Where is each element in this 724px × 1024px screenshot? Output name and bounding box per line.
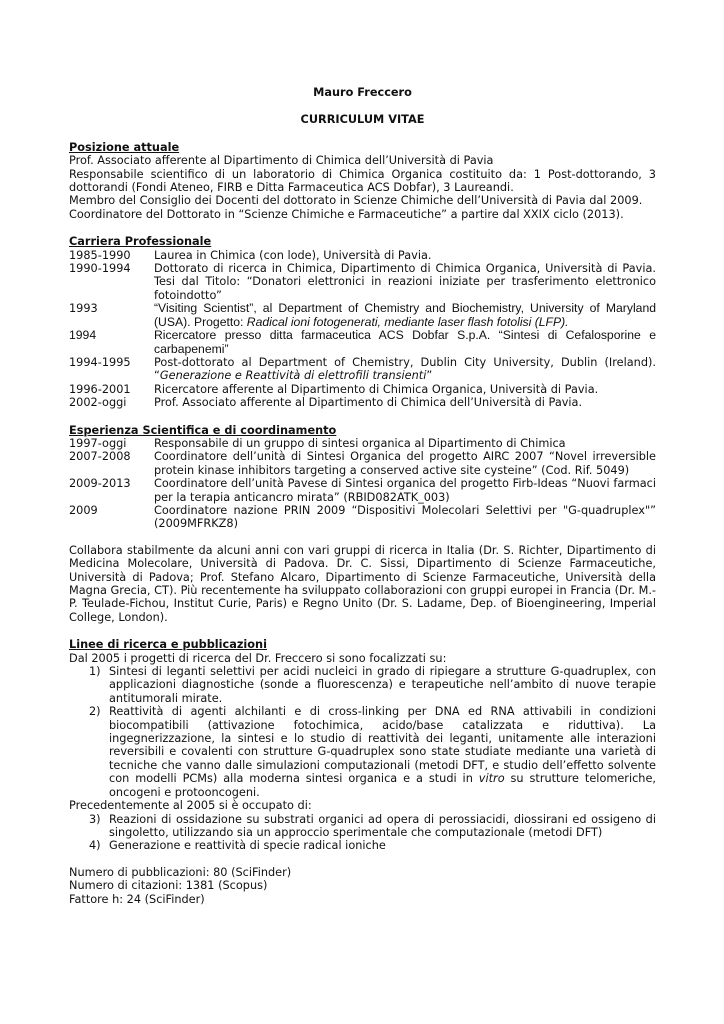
section-carriera xyxy=(69,235,656,409)
career-row xyxy=(69,329,656,356)
list-text-italic: vitro xyxy=(478,772,505,786)
section-title-posizione: Posizione attuale xyxy=(69,140,180,154)
career-text-part: ” xyxy=(426,369,433,383)
experience-year: 2009-2013 xyxy=(69,477,131,491)
list-number: 2) xyxy=(89,705,101,719)
h-index: Fattore h: 24 (SciFinder) xyxy=(69,892,205,906)
document-title: CURRICULUM VITAE xyxy=(300,113,425,127)
list-text: Generazione e reattività di specie radical ioniche xyxy=(109,839,386,853)
list-text: Reazioni di ossidazione su substrati organici ad opera di perossiacidi, diossirani ed ossigeno di singoletto, utilizzando sia un approccio sperimentale che computazionale (metodi DFT) xyxy=(109,812,656,839)
experience-text: Coordinatore nazione PRIN 2009 “Dispositivi Molecolari Selettivi per "G-quadruplex"” (2009MFRKZ8) xyxy=(154,503,656,531)
list-item xyxy=(89,813,656,840)
section-metrics xyxy=(69,866,656,906)
career-year: 1994-1995 xyxy=(69,355,131,369)
linee-intro: Dal 2005 i progetti di ricerca del Dr. Freccero si sono focalizzati su: xyxy=(69,651,447,665)
experience-row xyxy=(69,450,656,477)
list-number: 3) xyxy=(89,812,101,826)
career-year: 1994 xyxy=(69,328,97,343)
career-row xyxy=(69,249,656,262)
list-text: Sintesi di leganti selettivi per acidi nucleici in grado di ripiegare a strutture G-quadruplex, con applicazioni diagnostiche (sonde a fluorescenza) e terapeutiche nell’ambito di nuove terapie antitumorali mirate. xyxy=(109,665,656,705)
career-text: Dottorato di ricerca in Chimica, Dipartimento di Chimica Organica, Università di Pavia. Tesi dal Titolo: “Donatori elettronici in reazioni iniziate per trasferimento elettronico fotoindotto” xyxy=(154,262,656,302)
citations-count: Numero di citazioni: 1381 (Scopus) xyxy=(69,879,268,893)
section-title-carriera: Carriera Professionale xyxy=(69,235,212,249)
section-esperienza xyxy=(69,424,656,625)
career-text-part: “Visiting Scientist”, al Department of Chemistry and Biochemistry, University of Maryland (USA). Progetto: xyxy=(154,301,656,329)
publications-count: Numero di pubblicazioni: 80 (SciFinder) xyxy=(69,865,292,879)
list-number: 4) xyxy=(89,839,101,853)
experience-year: 2007-2008 xyxy=(69,450,131,464)
career-year: 1996-2001 xyxy=(69,382,131,396)
posizione-line: Prof. Associato afferente al Dipartimento di Chimica dell’Università di Pavia xyxy=(69,154,494,168)
experience-row xyxy=(69,477,656,504)
section-title-esperienza: Esperienza Scientifica e di coordinamento xyxy=(69,423,337,437)
career-text: Prof. Associato afferente al Dipartimento di Chimica dell’Università di Pavia. xyxy=(154,396,583,410)
career-row xyxy=(69,302,656,329)
career-year: 2002-oggi xyxy=(69,396,127,410)
career-row xyxy=(69,396,656,409)
experience-text: Coordinatore dell’unità di Sintesi Organica del progetto AIRC 2007 “Novel irreversible protein kinase inhibitors targeting a conserved active site cysteine” (Cod. Rif. 5049) xyxy=(154,450,656,477)
list-text xyxy=(109,705,656,799)
section-linee xyxy=(69,638,656,853)
career-text-italic: Generazione e Reattività di elettrofili transienti xyxy=(159,369,427,383)
career-text: Laurea in Chimica (con lode), Università di Pavia. xyxy=(154,248,432,262)
posizione-line: Coordinatore del Dottorato in “Scienze Chimiche e Farmaceutiche” a partire dal XXIX ciclo (2013). xyxy=(69,207,624,221)
author-name: Mauro Freccero xyxy=(313,86,412,99)
list-item xyxy=(89,839,656,852)
list-text-part: Reattività di agenti alchilanti e di cross-linking per DNA ed RNA attivabili in condizioni biocompatibili (attivazione fotochimica, acido/base catalizzata e riduttiva). La ingegnerizzazione, la sintesi e lo studio di reattività dei leganti, unitamente alle interazioni reversibili e covalenti con strutture G-quadruplex sono state studiate mediante una varietà di tecniche che vanno dalle simulazioni computazionali (metodi DFT, e studio dell’effetto solvente con modelli PCMs) alla moderna sintesi organica e a studi in xyxy=(109,705,656,786)
linee-before: Precedentemente al 2005 si è occupato di: xyxy=(69,799,312,813)
experience-row xyxy=(69,504,656,531)
career-text: Ricercatore presso ditta farmaceutica ACS Dobfar S.p.A. “Sintesi di Cefalosporine e carbapenemi” xyxy=(154,328,656,356)
career-year: 1993 xyxy=(69,302,98,316)
collaborations-paragraph: Collabora stabilmente da alcuni anni con vari gruppi di ricerca in Italia (Dr. S. Richter, Dipartimento di Medicina Molecolare, Università di Padova. Dr. C. Sissi, Dipartimento di Scienze Farmaceutiche, Università di Padova; Prof. Stefano Alcaro, Dipartimento di Scienze Farmaceutiche, Università della Magna Grecia, CT). Più recentemente ha sviluppato collaborazioni con gruppi europei in Francia (Dr. M.-P. Teulade-Fichou, Institut Curie, Paris) e Regno Unito (Dr. S. Ladame, Dep. of Bioengineering, Imperial College, London). xyxy=(69,543,656,624)
career-text-italic: Radical ioni fotogenerati, mediante laser flash fotolisi (LFP). xyxy=(246,314,569,329)
research-list xyxy=(69,665,656,799)
list-number: 1) xyxy=(89,665,101,679)
experience-year: 2009 xyxy=(69,503,98,517)
posizione-line: Responsabile scientifico di un laboratorio di Chimica Organica costituito da: 1 Post-dottorando, 3 dottorandi (Fondi Ateneo, FIRB e Ditta Farmaceutica ACS Dobfar), 3 Laureandi. xyxy=(69,167,656,195)
career-row xyxy=(69,356,656,383)
section-posizione xyxy=(69,141,656,221)
previous-research-list xyxy=(69,813,656,853)
career-text: Ricercatore afferente al Dipartimento di Chimica Organica, Università di Pavia. xyxy=(154,382,599,396)
list-text-part: su strutture telomeriche, oncogeni e protooncogeni. xyxy=(109,772,656,799)
career-year: 1990-1994 xyxy=(69,262,131,276)
list-item xyxy=(89,705,656,799)
career-text xyxy=(154,302,656,329)
experience-text: Coordinatore dell’unità Pavese di Sintesi organica del progetto Firb-Ideas “Nuovi farmaci per la terapia anticancro mirata” (RBID082ATK_003) xyxy=(154,477,656,504)
experience-text: Responsabile di un gruppo di sintesi organica al Dipartimento di Chimica xyxy=(154,436,566,450)
career-text-part: Post-dottorato al Department of Chemistry, Dublin City University, Dublin (Ireland). “ xyxy=(154,355,656,383)
career-row xyxy=(69,383,656,396)
career-row xyxy=(69,262,656,302)
career-year: 1985-1990 xyxy=(69,248,131,262)
experience-year: 1997-oggi xyxy=(69,436,127,450)
posizione-line: Membro del Consiglio dei Docenti del dottorato in Scienze Chimiche dell’Università di Pavia dal 2009. xyxy=(69,194,643,208)
experience-row xyxy=(69,437,656,450)
section-title-linee: Linee di ricerca e pubblicazioni xyxy=(69,638,267,652)
career-text xyxy=(154,356,656,383)
list-item xyxy=(89,665,656,705)
